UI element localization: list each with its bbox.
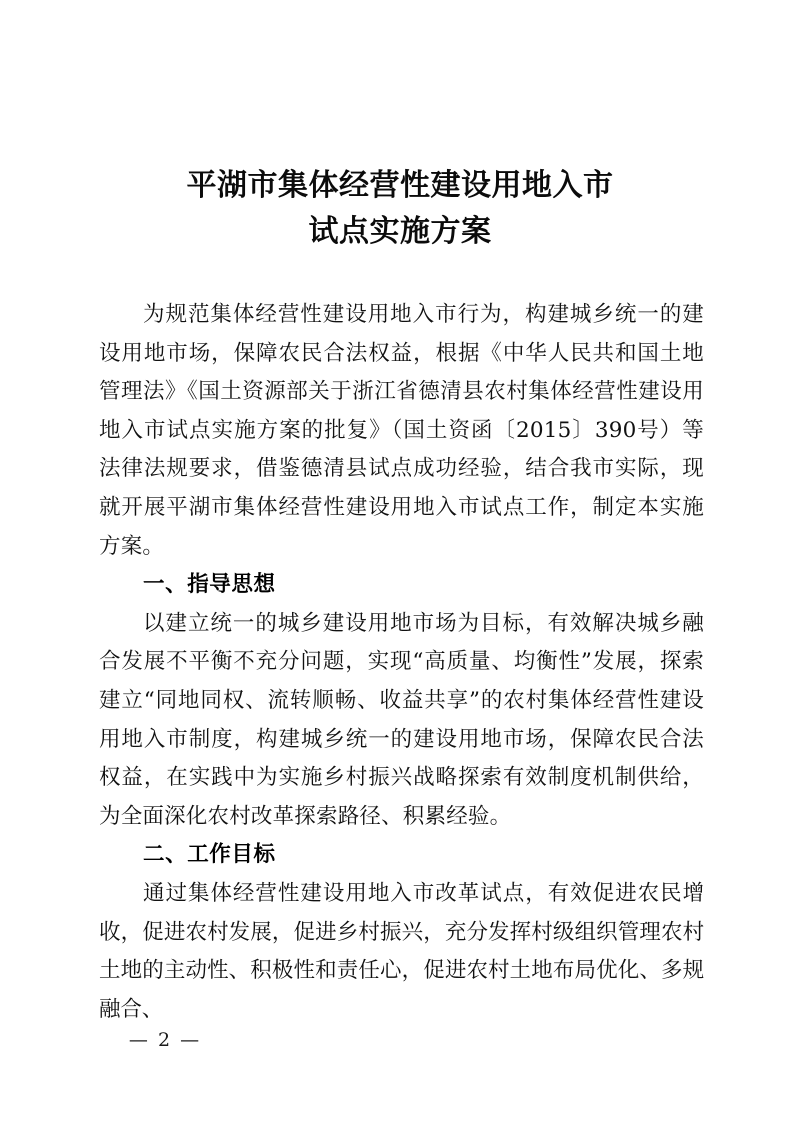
document-body xyxy=(99,296,704,1029)
title-line-1: 平湖市集体经营性建设用地入市 xyxy=(186,168,614,203)
body-paragraph-guiding-ideology: 以建立统一的城乡建设用地市场为目标，有效解决城乡融合发展不平衡不充分问题，实现“高质量、均衡性”发展，探索建立“同地同权、流转顺畅、收益共享”的农村集体经营性建设用地入市制度，构建城乡统一的建设用地市场，保障农民合法权益，在实践中为实施乡村振兴战略探索有效制度机制供给，为全面深化农村改革探索路径、积累经验。 xyxy=(99,610,704,829)
section-heading-work-objectives: 二、工作目标 xyxy=(143,842,276,868)
title-line-2: 试点实施方案 xyxy=(308,214,492,249)
page-title xyxy=(0,163,800,255)
body-paragraph-preamble: 为规范集体经营性建设用地入市行为，构建城乡统一的建设用地市场，保障农民合法权益，根据《中华人民共和国土地管理法》《国土资源部关于浙江省德清县农村集体经营性建设用地入市试点实施方案的批复》（国土资函〔2015〕390号）等法律法规要求，借鉴德清县试点成功经验，结合我市实际，现就开展平湖市集体经营性建设用地入市试点工作，制定本实施方案。 xyxy=(99,302,704,559)
body-paragraph-work-objectives: 通过集体经营性建设用地入市改革试点，有效促进农民增收，促进农村发展，促进乡村振兴，充分发挥村级组织管理农村土地的主动性、积极性和责任心，促进农村土地布局优化、多规融合、 xyxy=(99,880,704,1022)
section-heading-guiding-ideology: 一、指导思想 xyxy=(143,572,276,598)
page-footer xyxy=(0,1027,330,1053)
page-number: — 2 — xyxy=(128,1029,202,1051)
